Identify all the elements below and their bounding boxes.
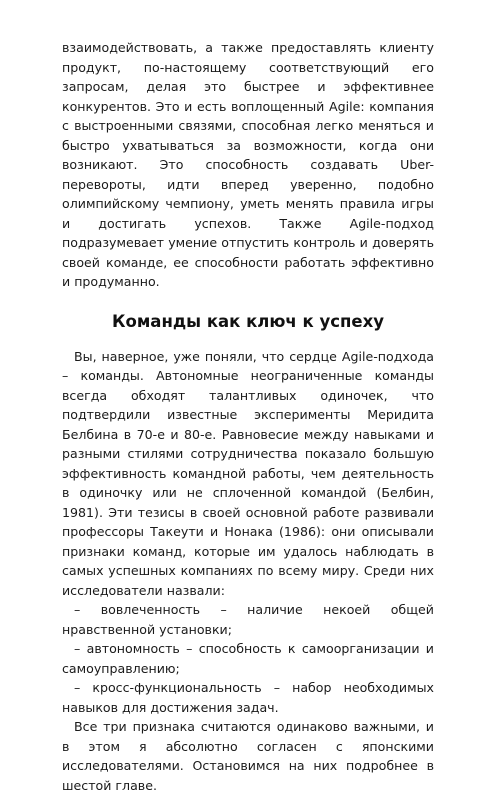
closing-paragraph: Все три признака считаются одинаково важными, и в этом я абсолютно согласен с японскими исследователями. Остановимся на них подробнее в шестой главе.	[62, 719, 434, 793]
list-item: – автономность – способность к самоорганизации и самоуправлению;	[62, 641, 434, 676]
document-page	[62, 38, 434, 795]
list-item: – кросс-функциональность – набор необходимых навыков для достижения задач.	[62, 680, 434, 715]
list-item: – вовлеченность – наличие некоей общей нравственной установки;	[62, 602, 434, 637]
section-heading: Команды как ключ к успеху	[112, 311, 384, 331]
team-traits-list	[62, 600, 434, 717]
intro-paragraph: взаимодействовать, а также предоставлять клиенту продукт, по-настоящему соответствующий его запросам, делая это быстрее и эффективнее конкурентов. Это и есть воплощенный Agile: компания с выстроенными связями, способная легко меняться и быстро ухватываться за возможности, когда они возникают. Это способность создавать Uber-перевороты, идти вперед уверенно, подобно олимпийскому чемпиону, уметь менять правила игры и достигать успехов. Также Agile-подход подразумевает умение отпустить контроль и доверять своей команде, ее способности работать эффективно и продуманно.	[62, 40, 434, 289]
section-paragraph: Вы, наверное, уже поняли, что сердце Agile-подхода – команды. Автономные неограниченные команды всегда обходят талантливых одиночек, что подтвердили известные эксперименты Меридита Белбина в 70-е и 80-е. Равновесие между навыками и разными стилями сотрудничества показало большую эффективность командной работы, чем деятельность в одиночку или не сплоченной командой (Белбин, 1981). Эти тезисы в своей основной работе развивали профессоры Такеути и Нонака (1986): они описывали признаки команд, которые им удалось наблюдать в самых успешных компаниях по всему миру. Среди них исследователи назвали:	[62, 348, 434, 598]
